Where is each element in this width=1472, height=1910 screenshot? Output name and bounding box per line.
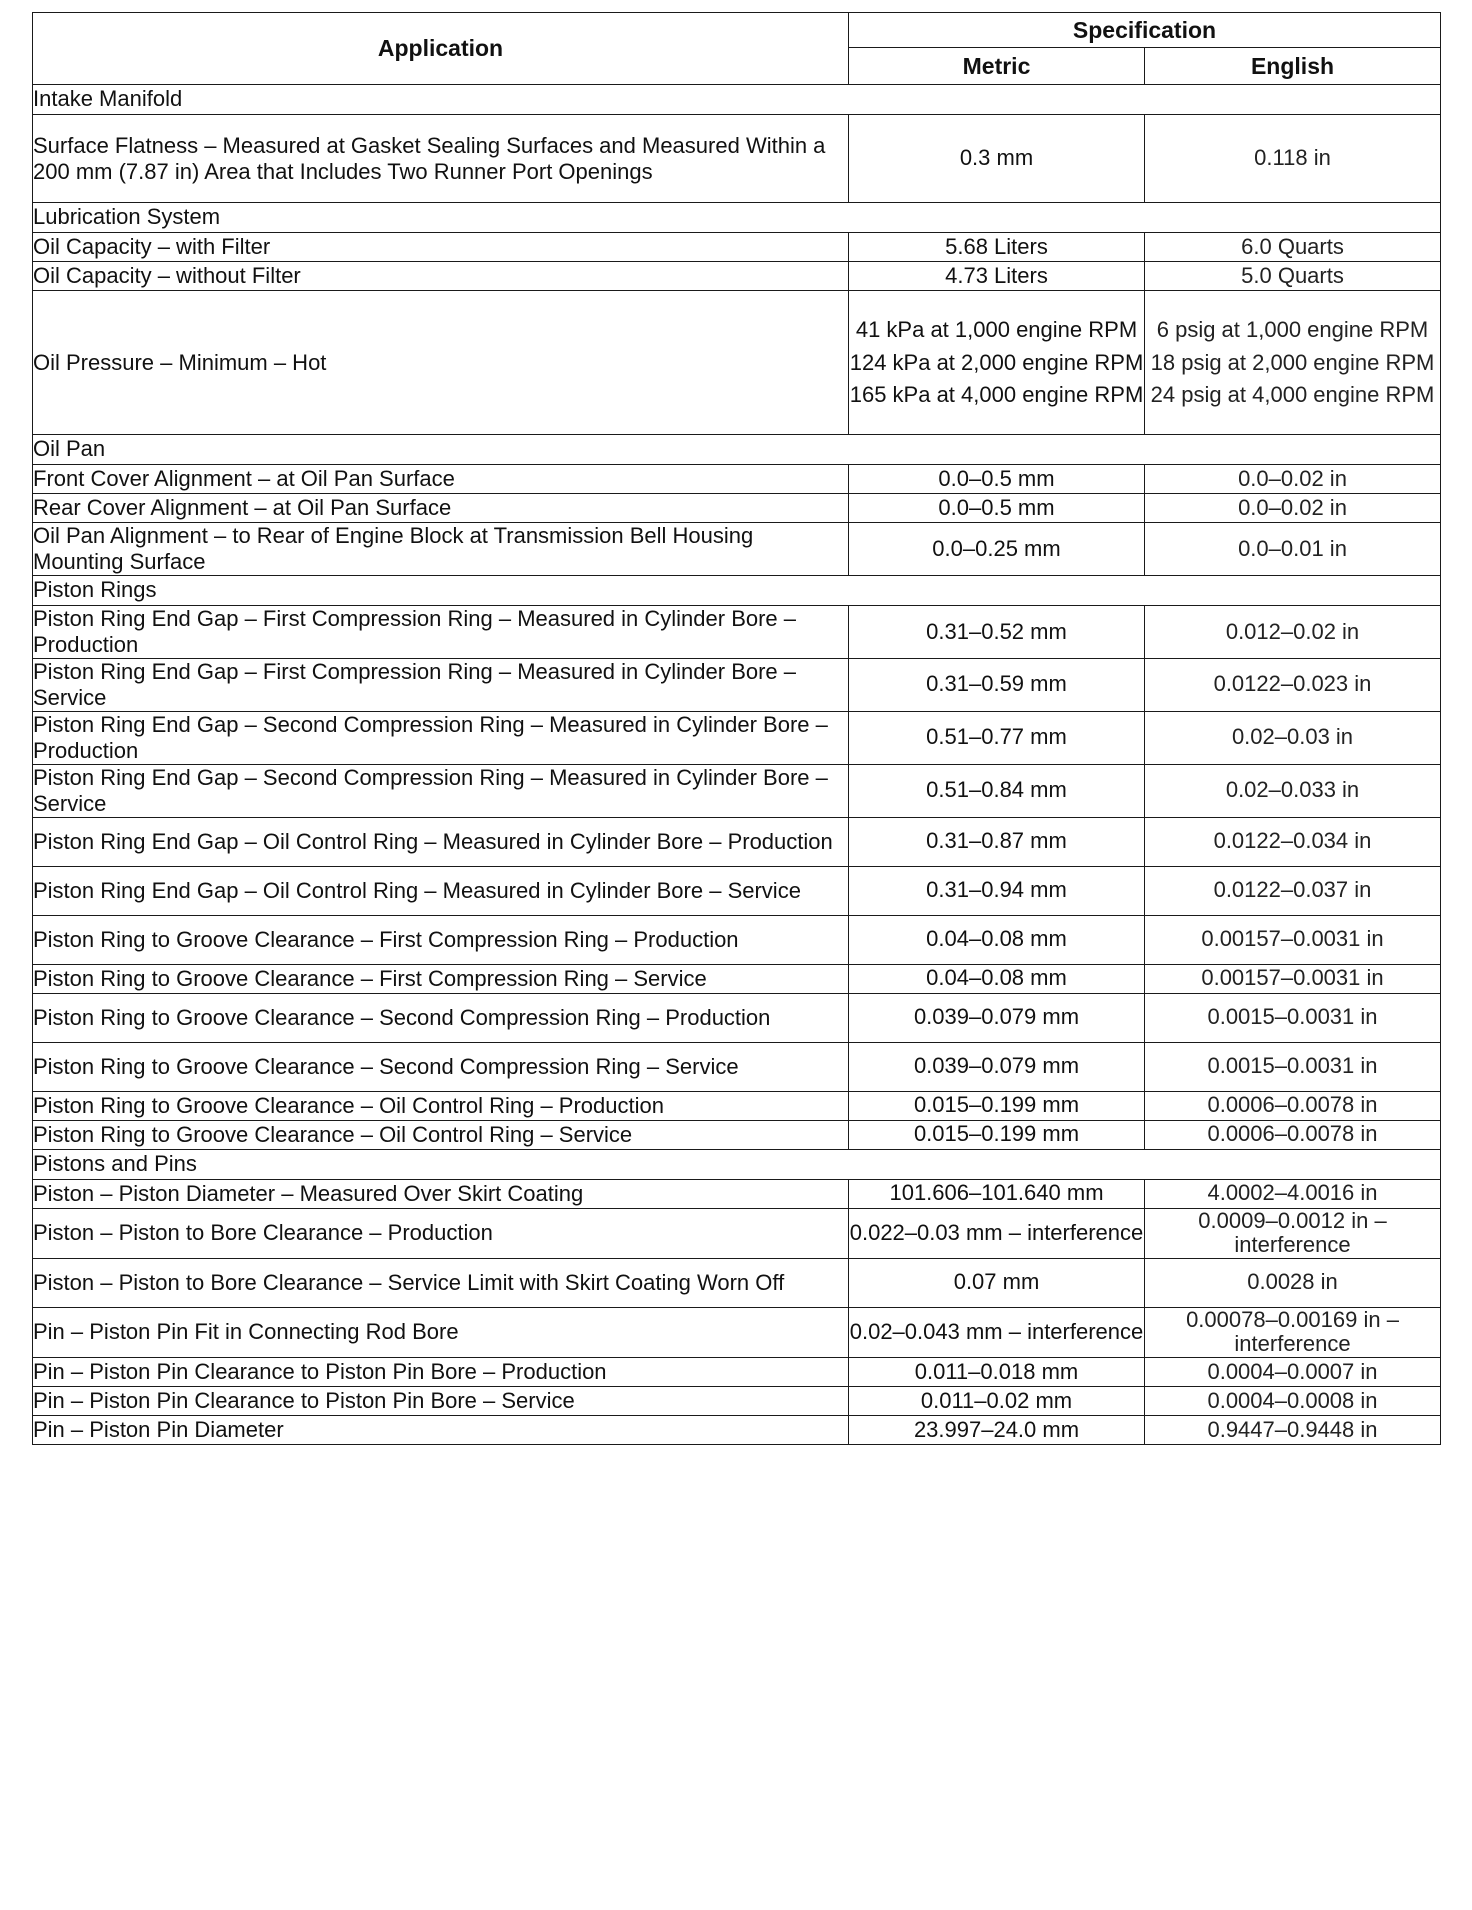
metric-value: 0.31–0.94 mm <box>849 866 1145 915</box>
english-value: 0.0006–0.0078 in <box>1145 1091 1441 1120</box>
english-value: 0.118 in <box>1145 115 1441 203</box>
english-value: 0.0122–0.023 in <box>1145 658 1441 711</box>
section-title: Pistons and Pins <box>33 1149 1441 1179</box>
value-line: 41 kPa at 1,000 engine RPM <box>855 316 1138 342</box>
english-value <box>1145 291 1441 435</box>
application-cell: Oil Pan Alignment – to Rear of Engine Block at Transmission Bell Housing Mounting Surface <box>33 523 849 576</box>
english-value: 0.9447–0.9448 in <box>1145 1416 1441 1445</box>
metric-value: 0.04–0.08 mm <box>849 964 1145 993</box>
application-cell: Oil Capacity – without Filter <box>33 262 849 291</box>
specification-header: Specification <box>849 13 1441 48</box>
application-cell: Piston Ring End Gap – First Compression Ring – Measured in Cylinder Bore – Service <box>33 658 849 711</box>
header-row-1 <box>33 13 1441 48</box>
english-value: 0.00078–0.00169 in – interference <box>1145 1307 1441 1357</box>
metric-value: 0.0–0.5 mm <box>849 465 1145 494</box>
table-row <box>33 1416 1441 1445</box>
table-row <box>33 711 1441 764</box>
table-row <box>33 262 1441 291</box>
value-line: 18 psig at 2,000 engine RPM <box>1150 349 1435 375</box>
metric-value: 0.015–0.199 mm <box>849 1091 1145 1120</box>
section-title: Lubrication System <box>33 203 1441 233</box>
application-header: Application <box>33 13 849 85</box>
metric-value: 0.039–0.079 mm <box>849 1042 1145 1091</box>
section-row <box>33 1149 1441 1179</box>
metric-value: 0.011–0.018 mm <box>849 1358 1145 1387</box>
metric-value <box>849 291 1145 435</box>
english-value: 0.00157–0.0031 in <box>1145 915 1441 964</box>
table-row <box>33 993 1441 1042</box>
application-cell: Piston – Piston to Bore Clearance – Production <box>33 1208 849 1258</box>
application-cell: Rear Cover Alignment – at Oil Pan Surface <box>33 494 849 523</box>
metric-value: 0.51–0.77 mm <box>849 711 1145 764</box>
value-line: 6 psig at 1,000 engine RPM <box>1156 316 1429 342</box>
application-cell: Piston Ring to Groove Clearance – First Compression Ring – Service <box>33 964 849 993</box>
value-line: 24 psig at 4,000 engine RPM <box>1150 382 1435 408</box>
section-title: Oil Pan <box>33 435 1441 465</box>
application-cell: Pin – Piston Pin Fit in Connecting Rod Bore <box>33 1307 849 1357</box>
application-cell: Piston Ring End Gap – Second Compression Ring – Measured in Cylinder Bore – Production <box>33 711 849 764</box>
application-cell: Piston Ring to Groove Clearance – Second Compression Ring – Service <box>33 1042 849 1091</box>
english-value: 0.0028 in <box>1145 1258 1441 1307</box>
table-row <box>33 915 1441 964</box>
english-value: 5.0 Quarts <box>1145 262 1441 291</box>
english-value: 0.0–0.02 in <box>1145 494 1441 523</box>
metric-value: 0.31–0.59 mm <box>849 658 1145 711</box>
application-cell: Piston Ring to Groove Clearance – Second Compression Ring – Production <box>33 993 849 1042</box>
metric-value: 0.04–0.08 mm <box>849 915 1145 964</box>
table-row <box>33 494 1441 523</box>
table-row <box>33 1042 1441 1091</box>
application-cell: Front Cover Alignment – at Oil Pan Surface <box>33 465 849 494</box>
english-value: 0.0015–0.0031 in <box>1145 1042 1441 1091</box>
table-row <box>33 764 1441 817</box>
application-cell: Piston – Piston to Bore Clearance – Service Limit with Skirt Coating Worn Off <box>33 1258 849 1307</box>
english-value: 0.0–0.01 in <box>1145 523 1441 576</box>
english-header: English <box>1145 48 1441 85</box>
application-cell: Piston – Piston Diameter – Measured Over Skirt Coating <box>33 1179 849 1208</box>
table-row <box>33 1258 1441 1307</box>
metric-value: 0.0–0.5 mm <box>849 494 1145 523</box>
table-row <box>33 1358 1441 1387</box>
metric-value: 0.07 mm <box>849 1258 1145 1307</box>
value-line: 165 kPa at 4,000 engine RPM <box>849 382 1144 408</box>
application-cell: Pin – Piston Pin Clearance to Piston Pin Bore – Service <box>33 1387 849 1416</box>
english-value: 0.012–0.02 in <box>1145 605 1441 658</box>
english-value: 0.0122–0.037 in <box>1145 866 1441 915</box>
english-value: 0.0009–0.0012 in – interference <box>1145 1208 1441 1258</box>
table-row <box>33 1387 1441 1416</box>
table-row <box>33 964 1441 993</box>
application-cell: Oil Pressure – Minimum – Hot <box>33 291 849 435</box>
section-row <box>33 203 1441 233</box>
application-cell: Surface Flatness – Measured at Gasket Sealing Surfaces and Measured Within a 200 mm (7.87 in) Area that Includes Two Runner Port Openings <box>33 115 849 203</box>
metric-header: Metric <box>849 48 1145 85</box>
table-row <box>33 605 1441 658</box>
application-cell: Piston Ring End Gap – Oil Control Ring – Measured in Cylinder Bore – Production <box>33 817 849 866</box>
table-row <box>33 658 1441 711</box>
english-value: 6.0 Quarts <box>1145 233 1441 262</box>
application-cell: Pin – Piston Pin Diameter <box>33 1416 849 1445</box>
metric-value: 5.68 Liters <box>849 233 1145 262</box>
table-row <box>33 233 1441 262</box>
application-cell: Piston Ring End Gap – Second Compression Ring – Measured in Cylinder Bore – Service <box>33 764 849 817</box>
application-cell: Oil Capacity – with Filter <box>33 233 849 262</box>
section-row <box>33 435 1441 465</box>
metric-value: 0.011–0.02 mm <box>849 1387 1145 1416</box>
table-body <box>33 85 1441 1445</box>
specification-table <box>32 12 1441 1445</box>
metric-value: 4.73 Liters <box>849 262 1145 291</box>
english-value: 0.00157–0.0031 in <box>1145 964 1441 993</box>
application-cell: Piston Ring End Gap – Oil Control Ring – Measured in Cylinder Bore – Service <box>33 866 849 915</box>
application-cell: Piston Ring to Groove Clearance – First Compression Ring – Production <box>33 915 849 964</box>
application-cell: Piston Ring to Groove Clearance – Oil Control Ring – Service <box>33 1120 849 1149</box>
metric-value: 0.0–0.25 mm <box>849 523 1145 576</box>
value-line: 124 kPa at 2,000 engine RPM <box>849 349 1144 375</box>
table-row <box>33 291 1441 435</box>
metric-value: 0.3 mm <box>849 115 1145 203</box>
table-row <box>33 523 1441 576</box>
metric-value: 0.022–0.03 mm – interference <box>849 1208 1145 1258</box>
english-value: 0.02–0.03 in <box>1145 711 1441 764</box>
metric-value: 0.31–0.87 mm <box>849 817 1145 866</box>
metric-value: 0.51–0.84 mm <box>849 764 1145 817</box>
table-row <box>33 1208 1441 1258</box>
section-row <box>33 85 1441 115</box>
section-title: Intake Manifold <box>33 85 1441 115</box>
metric-value: 23.997–24.0 mm <box>849 1416 1145 1445</box>
english-value: 0.0122–0.034 in <box>1145 817 1441 866</box>
table-row <box>33 115 1441 203</box>
table-row <box>33 866 1441 915</box>
table-row <box>33 817 1441 866</box>
table-row <box>33 1179 1441 1208</box>
english-value: 0.02–0.033 in <box>1145 764 1441 817</box>
english-value: 0.0–0.02 in <box>1145 465 1441 494</box>
metric-value: 0.31–0.52 mm <box>849 605 1145 658</box>
english-value: 4.0002–4.0016 in <box>1145 1179 1441 1208</box>
application-cell: Piston Ring to Groove Clearance – Oil Control Ring – Production <box>33 1091 849 1120</box>
metric-value: 101.606–101.640 mm <box>849 1179 1145 1208</box>
english-value: 0.0004–0.0008 in <box>1145 1387 1441 1416</box>
table-row <box>33 465 1441 494</box>
section-row <box>33 575 1441 605</box>
metric-value: 0.015–0.199 mm <box>849 1120 1145 1149</box>
table-row <box>33 1091 1441 1120</box>
table-row <box>33 1307 1441 1357</box>
application-cell: Piston Ring End Gap – First Compression Ring – Measured in Cylinder Bore – Production <box>33 605 849 658</box>
table-row <box>33 1120 1441 1149</box>
metric-value: 0.02–0.043 mm – interference <box>849 1307 1145 1357</box>
application-cell: Pin – Piston Pin Clearance to Piston Pin Bore – Production <box>33 1358 849 1387</box>
english-value: 0.0006–0.0078 in <box>1145 1120 1441 1149</box>
english-value: 0.0015–0.0031 in <box>1145 993 1441 1042</box>
english-value: 0.0004–0.0007 in <box>1145 1358 1441 1387</box>
section-title: Piston Rings <box>33 575 1441 605</box>
metric-value: 0.039–0.079 mm <box>849 993 1145 1042</box>
